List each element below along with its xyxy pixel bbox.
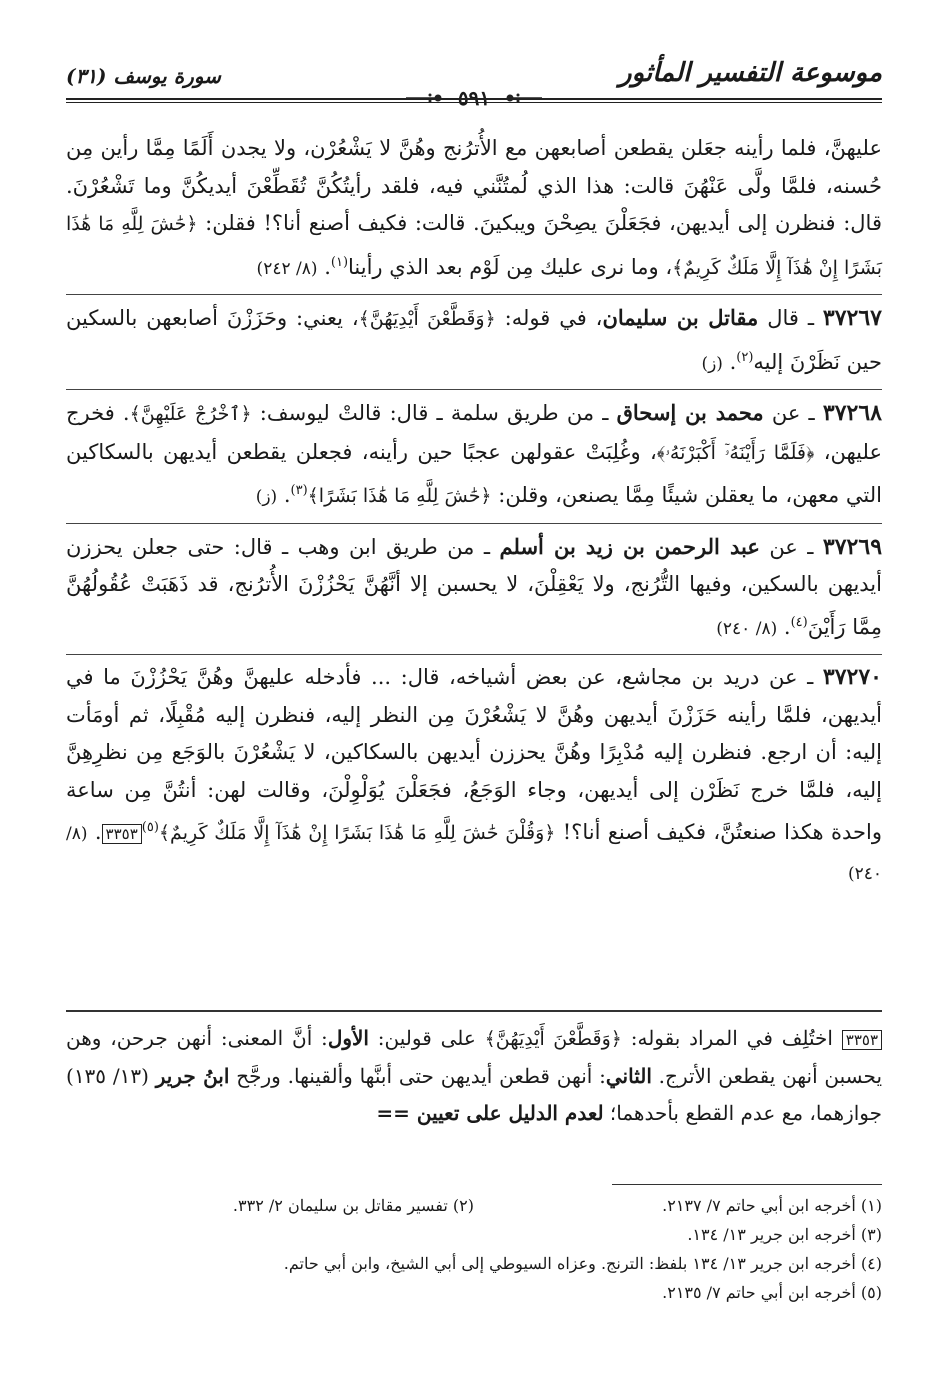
page-number: ٥٩١	[457, 85, 491, 110]
book-title: موسوعة التفسير المأثور	[619, 58, 882, 88]
text-run: ، وما نرى عليك مِن لَوْم بعد الذي رأينا	[348, 254, 673, 279]
footnote-ref: (١)	[330, 254, 349, 270]
quran-verse: ﴿وَقَطَّعْنَ أَيْدِيَهُنَّ﴾	[358, 308, 496, 330]
text-run: ـ عن	[759, 534, 823, 559]
footnote-ref: (٢)	[736, 349, 754, 365]
text-run: : أنهن قطعن أيديهن حتى أبنَّها وألقينها.	[280, 1064, 606, 1088]
quran-verse: ﴿حَٰشَ لِلَّهِ مَا هَٰذَا بَشَرًا﴾	[307, 485, 492, 507]
narration-paragraph	[66, 130, 882, 288]
commentary	[66, 1010, 882, 1132]
text-run: ، يعني: وحَزَزْنَ أصابعهن بالسكين حين نَظَرْنَ إليه	[66, 306, 882, 374]
text-run: ـ من طريق ابن وهب ـ قال: حتى جعلن يحززن أيديهن بالسكين، وفيها التُّرُنج، ولا يَعْقِلْنَ، لا يحسبن إلا أنَّهُنَّ يَحْزُزْنَ الأُترُنج، قد ذَهَبَتْ عُقُولُهُنَّ مِمَّا رَأَيْنَ	[66, 534, 882, 639]
quran-verse: ﴿حَٰشَ لِلَّهِ مَا هَٰذَا بَشَرًا إِنْ هَٰذَآ إِلَّا مَلَكٌ كَرِيمٌ﴾	[66, 213, 882, 279]
text-run: ـ قال	[758, 306, 823, 330]
source-ref: (ز)	[255, 487, 278, 507]
text-run: . فخرج عليهن،	[66, 401, 882, 464]
quran-verse: ﴿وَقُلْنَ حَٰشَ لِلَّهِ مَا هَٰذَا بَشَرًا إِنْ هَٰذَآ إِلَّا مَلَكٌ كَرِيمٌ﴾	[158, 822, 556, 844]
text-run: على قولين:	[368, 1026, 485, 1050]
narration-number: ٣٧٢٦٧	[822, 305, 882, 331]
text-run: ورجَّح	[229, 1064, 281, 1088]
text-run: .	[722, 349, 737, 374]
narration-paragraph	[66, 294, 882, 383]
bold-term: لعدم الدليل على تعيين ==	[376, 1101, 604, 1125]
commentary-number: ٣٣٥٣	[102, 824, 142, 844]
narrator-name: مقاتل بن سليمان	[602, 305, 759, 330]
narrator-name: عبد الرحمن بن زيد بن أسلم	[499, 533, 760, 559]
text-run: .	[317, 254, 331, 279]
text-run: اختُلِف في المراد بقوله:	[621, 1026, 842, 1050]
narration-number: ٣٧٢٧٠	[822, 664, 882, 690]
bold-term: ابنُ جرير	[155, 1064, 230, 1088]
text-run: ـ من طريق سلمة ـ قال: قالتْ ليوسف:	[251, 401, 617, 425]
commentary-paragraph	[66, 1020, 882, 1132]
footnote-1: (١) أخرجه ابن أبي حاتم ٧/ ٢١٣٧.	[662, 1196, 882, 1215]
footnotes	[66, 1184, 882, 1307]
narration-paragraph	[66, 654, 882, 893]
footnote-ref: (٤)	[790, 614, 808, 630]
text-run: : أنَّ المعنى: أنهن جرحن، وهن يحسبن أنهن يقطعن الأترج.	[66, 1026, 883, 1088]
footnote-ref: (٣)	[290, 483, 308, 498]
quran-verse: ﴿ٱخْرُجْ عَلَيْهِنَّ﴾	[129, 403, 252, 425]
text-run: ، وغُلِبَتْ عقولهن عجبًا حين رأينه، فجعلن يقطعن أيديهن بالسكاكين التي معهن، ما يعقلن شيئًا مِمَّا يصنعن، وقلن:	[66, 439, 882, 507]
main-text	[66, 130, 882, 893]
commentary-number: ٣٣٥٣	[842, 1030, 882, 1050]
footnote-5: (٥) أخرجه ابن أبي حاتم ٧/ ٢١٣٥.	[662, 1283, 882, 1302]
source-ref: (٨/ ٢٤٠)	[66, 824, 882, 884]
text-run: ـ عن دريد بن مجاشع، عن بعض أشياخه، قال: ... فأدخله عليهنَّ وهُنَّ يَحْزُزْنَ ما في أيديهن، فلمَّا رأينه حَزَزْنَ أيديهن وهُنَّ لا يَشْعُرْنَ مِن النظر إليه، فنظرن إليه مُقْبِلًا، ثم أومَأت إليه: أن ارجع. فنظرن إليه مُدْبِرًا وهُنَّ يحززن أيديهن بالسكاكين، لا يَشْعُرْنَ بالوَجَع مِن نظرِهِنَّ إليه، فلمَّا خرج نَظَرْن إلى أيديهن، وجاء الوَجَعُ، فجَعَلْنَ يُوَلْوِلْنَ، وقالت لهن: أنتُنَّ مِن ساعة واحدة هكذا صنعتُنَّ، فكيف أصنع أنا؟!	[66, 665, 882, 844]
footnote-rule	[612, 1184, 882, 1185]
header-rule-thin	[66, 102, 882, 103]
surah-name: سورة يوسف (٣١)	[66, 64, 221, 88]
source-ref: (٨/ ٢٤٢)	[256, 258, 318, 279]
text-run: ، في قوله:	[495, 306, 603, 330]
header-rule	[66, 98, 882, 100]
footnote-4: (٤) أخرجه ابن جرير ١٣/ ١٣٤ بلفظ: الترنج. وعزاه السيوطي إلى أبي الشيخ، وابن أبي حاتم.	[283, 1254, 882, 1273]
narrator-name: محمد بن إسحاق	[616, 400, 764, 425]
narration-paragraph	[66, 523, 882, 649]
text-run: .	[87, 820, 102, 844]
bold-term: الثاني	[605, 1064, 652, 1088]
text-run: عليهنَّ، فلما رأينه جعَلن يقطعن أصابعهن مع الأُترُنج وهُنَّ لا يَشْعُرْن، ولا يجدن أَلَمًا مِمَّا رأين مِن حُسنه، فلمَّا ولَّى عَنْهُنَ قالت: هذا الذي لُمتُنَّني فيه، فلقد رأيتُكُنَّ تُقَطِّعْنَ أيديكُنَّ وما تَشْعُرْنَ. قال: فنظرن إلى أيديهن، فجَعَلْنَ يصِحْنَ ويبكينَ. قالت: فكيف أصنع أنا؟! فقلن:	[66, 136, 882, 235]
text-run: .	[777, 614, 791, 639]
page-header	[66, 52, 882, 108]
footnote-3: (٣) أخرجه ابن جرير ١٣/ ١٣٤.	[687, 1225, 882, 1244]
source-ref: (٨/ ٢٤٠)	[716, 618, 778, 639]
narration-number: ٣٧٢٦٩	[822, 533, 883, 560]
footnote-2: (٢) تفسير مقاتل بن سليمان ٢/ ٣٣٢.	[232, 1196, 474, 1215]
narration-paragraph	[66, 389, 882, 517]
bold-term: الأول	[327, 1026, 369, 1050]
text-run: ـ عن	[763, 401, 823, 425]
source-ref: (ز)	[701, 353, 723, 374]
text-run: .	[277, 483, 291, 507]
footnote-ref: (٥)	[141, 820, 159, 835]
quran-verse: ﴿وَقَطَّعْنَ أَيْدِيَهُنَّ﴾	[484, 1028, 622, 1050]
narration-number: ٣٧٢٦٨	[822, 400, 882, 426]
text-run: (١٣/ ١٣٥) جوازهما، مع عدم القطع بأحدهما؛	[66, 1064, 882, 1125]
quran-verse: ﴿فَلَمَّا رَأَيْنَهُۥٓ أَكْبَرْنَهُۥ﴾	[656, 441, 815, 464]
